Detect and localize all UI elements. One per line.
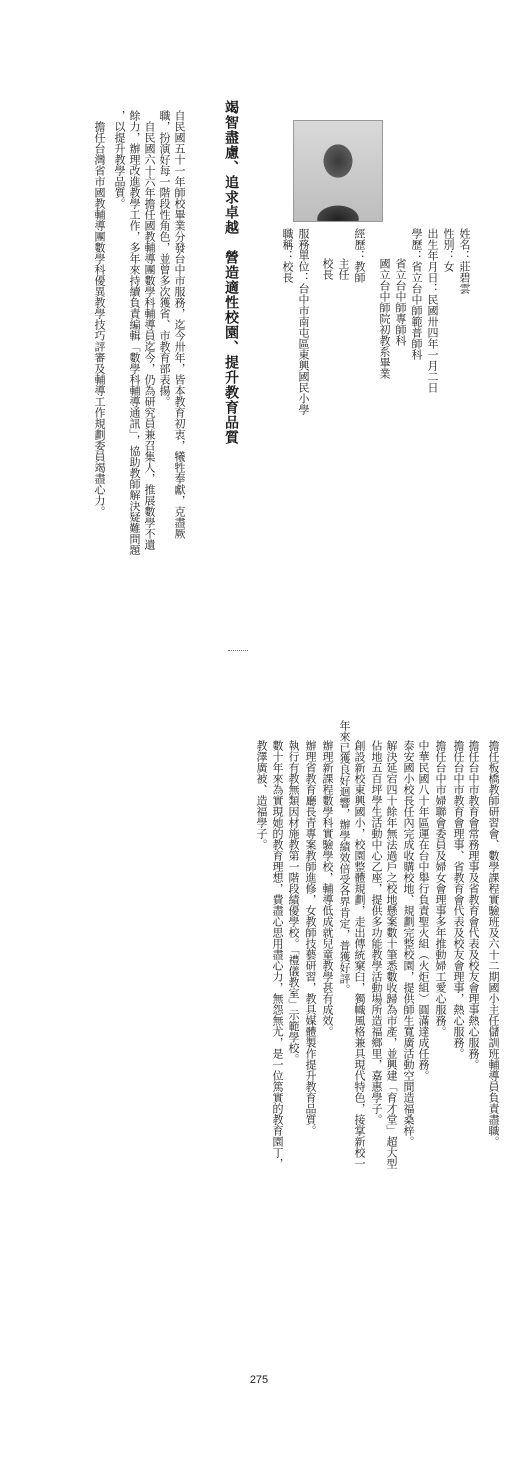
body-line: 擔任台中市教育會理事、省教育會代表及校友會理事，熱心服務。 <box>452 740 465 1059</box>
profile-gender: 性別：女 <box>442 228 455 272</box>
body-line: 擔任台灣省市國教輔導團數學科優異教學技巧評審及輔導工作規劃委員竭盡心力。 <box>93 110 106 517</box>
body-line: 教澤廣被、造福學子。 <box>255 740 268 850</box>
body-line: 辦理新課程數學科實驗學校，輔導低成就兒童教學甚有成效。 <box>321 740 334 1037</box>
profile-edu-1: 學歷：省立台中師範普師科 <box>410 228 423 360</box>
profile-exp-3: 校長 <box>321 258 334 280</box>
profile-edu-3: 國立台中師院初教系畢業 <box>378 258 391 379</box>
body-line: 泰安國小校長任內完成收購校地、規劃完整校園，提供師生寬廣活動空間造福桑梓。 <box>402 740 415 1147</box>
body-line: 餘力，辦理改進教學工作，多年來持續負責編輯「數學科輔導通訊」，協助教師解決疑難問題 <box>128 110 141 556</box>
page-divider <box>228 650 248 657</box>
body-line: 自民國六十六年擔任國教輔導團數學科輔導員迄今，仍為研究員兼召集人，推展數學不遺 <box>143 110 156 550</box>
body-line: 佔地五百坪學生活動中心乙座，提供多功能教學活動場所造福鄉里，嘉惠學子。 <box>370 740 383 1125</box>
body-line: 擔任板橋教師研習會、數學課程實驗班及六十二期國小主任儲訓班輔導員負責盡職。 <box>487 740 500 1147</box>
profile-exp-2: 主任 <box>337 258 350 280</box>
profile-title: 職稱：校長 <box>281 228 294 283</box>
body-line: 職，扮演好每一階段性角色，並曾多次獲省、市教育部表揚。 <box>158 110 171 407</box>
body-line: 解決延宕四十餘年無法過戶之校地懸案數十筆悉數收歸為市產，並興建「育才堂」超大型 <box>385 740 398 1169</box>
body-line: 擔任台中市婦聯會委員及婦女會理事多年推動婦工愛心服務。 <box>434 740 447 1037</box>
profile-edu-2: 省立台中師專師科 <box>394 258 407 346</box>
body-line: 辦理省教育廳長青專案教師進修，女教師技藝研習，教具媒體製作提升教育品質。 <box>304 740 317 1136</box>
profile-name: 姓名：莊碧雲 <box>458 228 471 294</box>
page-number: 275 <box>249 1374 269 1386</box>
body-line: 創設新校東興國小，校園整體規劃，走出傳統窠臼，獨幟風格兼具現代特色，接掌新校一 <box>353 740 366 1169</box>
profile-exp-1: 經歷：教師 <box>353 228 366 283</box>
profile-unit: 服務單位：台中市南屯區東興國民小學 <box>297 228 310 415</box>
body-line: ，以提升教學品質。 <box>113 110 126 209</box>
body-line: 數十年來為實現她的教育理想，費盡心思用盡心力，無怨無尤，是一位篤實的教育園丁， <box>271 740 284 1169</box>
body-line: 自民國五十一年師校畢業分發台中市服務，迄今卅年，皆本教育初衷，犧牲奉獻，克盡厥 <box>173 110 186 539</box>
profile-birth: 出生年月日：民國卅四年一月二日 <box>426 228 439 393</box>
body-line: 中華民國八十年區運在台中舉行負責聖火組（火炬組）圓滿達成任務。 <box>417 740 430 1081</box>
body-line: 年來已獲良好迴響，辦學績效倍受各界肯定，普獲好評。 <box>338 720 351 995</box>
portrait-photo <box>293 120 383 222</box>
body-line: 執行有教無類因材施教第一階段績優學校。「禮儀教室」示範學校。 <box>287 740 300 1065</box>
body-line: 擔任台中市教育會常務理事及省教育會代表及校友會理事熱心服務。 <box>467 740 480 1070</box>
motto-heading: 竭智盡慮、追求卓越 營造適性校園、提升教育品質 <box>223 100 239 445</box>
